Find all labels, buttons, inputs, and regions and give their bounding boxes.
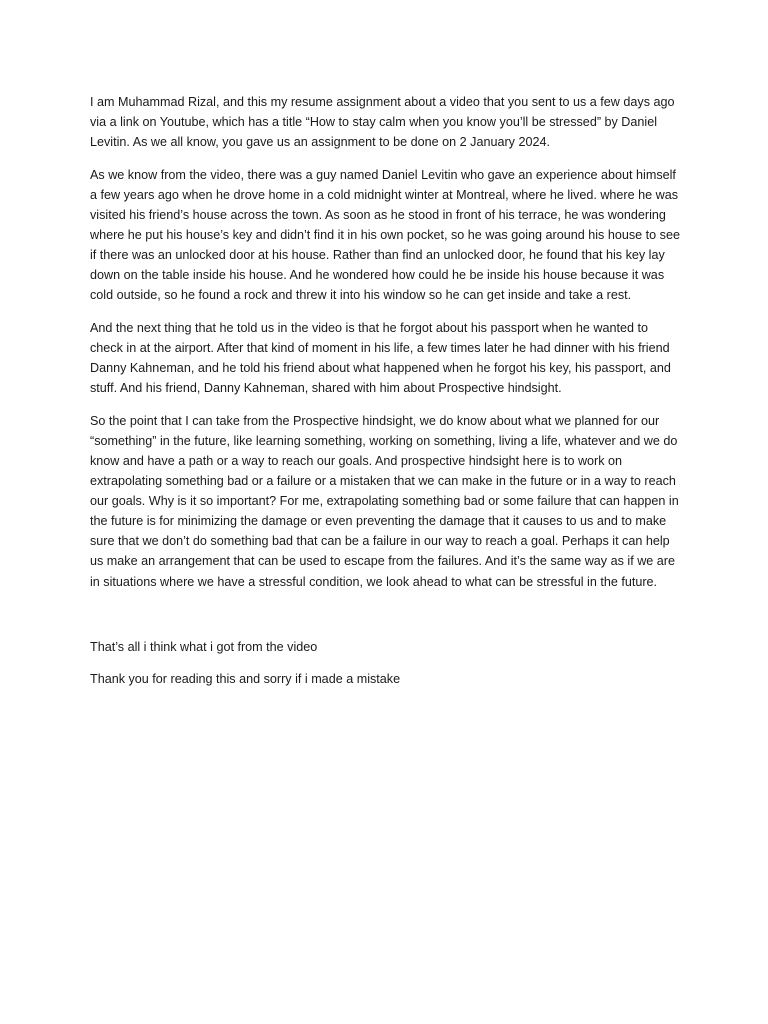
paragraph-thanks: Thank you for reading this and sorry if i made a mistake	[90, 672, 401, 687]
paragraph-closing: That’s all i think what i got from the video	[90, 639, 318, 654]
paragraph-introduction: I am Muhammad Rizal, and this my resume assignment about a video that you sent to us a few days ago via a link on Youtube, which has a title “How to stay calm when you know you’ll be stressed” by Daniel Levitin. As we all know, you gave us an assignment to be done on 2 January 2024.	[90, 95, 675, 150]
paragraph-passport-story: And the next thing that he told us in the video is that he forgot about his passport when he wanted to check in at the airport. After that kind of moment in his life, a few times later he had dinner with his friend Danny Kahneman, and he told his friend about what happened when he forgot his key, his passport, and stuff. And his friend, Danny Kahneman, shared with him about Prospective hindsight.	[90, 320, 671, 396]
paragraph-prospective-hindsight: So the point that I can take from the Prospective hindsight, we do know about what we planned for our “something” in the future, like learning something, working on something, living a life, whatever and we do know and have a path or a way to reach our goals. And prospective hindsight here is to work on extrapolating something bad or a failure or a mistaken that we can make in the future or in a way to reach our goals. Why is it so important? For me, extrapolating something bad or some failure that can happen in the future is for minimizing the damage or even preventing the damage that it causes to us and to make sure that we don’t do something bad that can be a failure in our way to reach a goal. Perhaps it can help us make an arrangement that can be used to escape from the failures. And it’s the same way as if we are in situations where we have a stressful condition, we look ahead to what can be stressful in the future.	[90, 413, 679, 589]
document-body	[90, 92, 682, 702]
paragraph-video-story: As we know from the video, there was a guy named Daniel Levitin who gave an experience about himself a few years ago when he drove home in a cold midnight winter at Montreal, where he lived. where he was visited his friend’s house across the town. As soon as he stood in front of his terrace, he was wondering where he put his house’s key and didn’t find it in his own pocket, so he was going around his house to see if there was an unlocked door at his house. Rather than find an unlocked door, he found that his key lay down on the table inside his house. And he wondered how could he be inside his house because it was cold outside, so he found a rock and threw it into his window so he can get inside and take a rest.	[90, 167, 680, 303]
